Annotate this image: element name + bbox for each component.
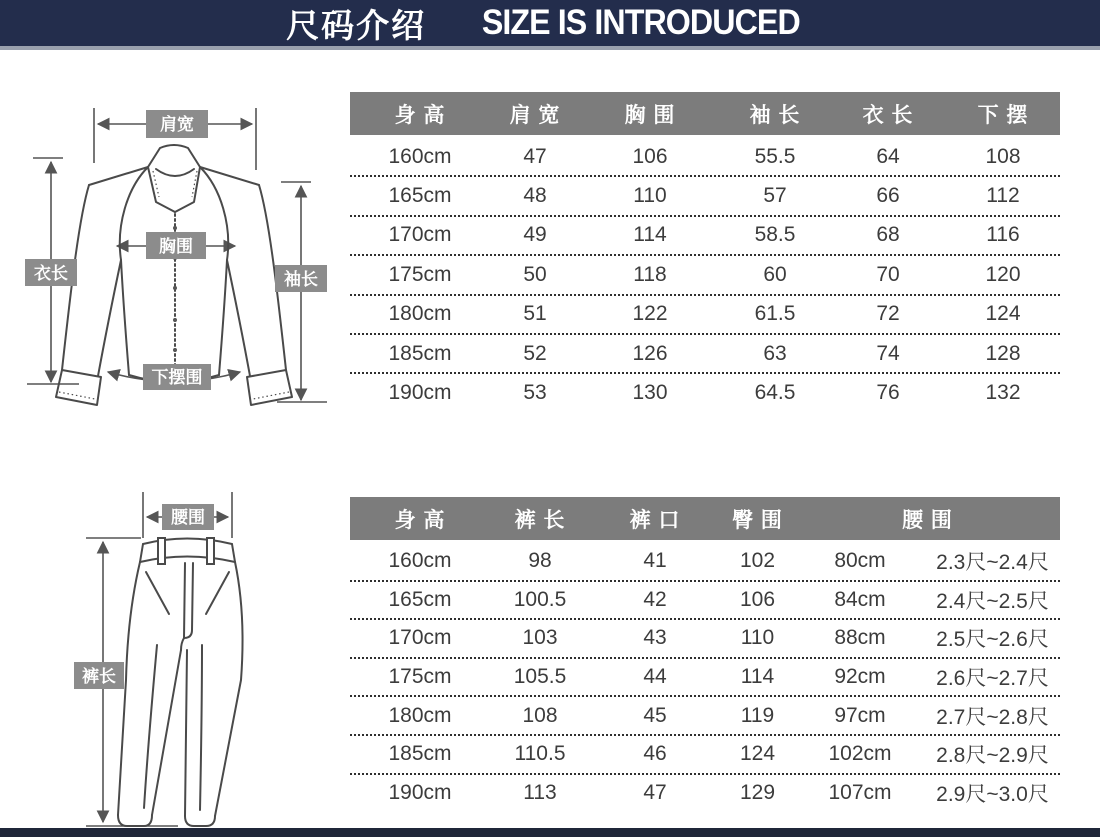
table-row — [350, 217, 1060, 256]
table-cell: 128 — [985, 341, 1021, 365]
table-cell: 64 — [876, 144, 900, 168]
table-cell: 84cm — [834, 587, 886, 611]
table-cell: 102 — [739, 549, 776, 573]
table-cell: 42 — [643, 587, 667, 611]
table-cell: 132 — [985, 381, 1021, 405]
pants-outline — [118, 538, 243, 826]
table-cell: 108 — [522, 703, 558, 727]
table-cell: 50 — [523, 262, 547, 286]
table-row — [350, 582, 1060, 621]
table-cell: 66 — [876, 184, 900, 208]
table-row — [350, 736, 1060, 775]
table-cell: 97cm — [834, 703, 886, 727]
table-cell: 2.6尺~2.7尺 — [936, 667, 1049, 691]
table-cell: 70 — [876, 262, 900, 286]
table-cell: 130 — [632, 381, 668, 405]
table-cell: 57 — [763, 184, 787, 208]
table-cell: 100.5 — [513, 587, 567, 611]
table-cell: 51 — [523, 302, 547, 326]
table-row — [350, 775, 1060, 812]
shirt-drawing — [8, 88, 330, 428]
table-row — [350, 256, 1060, 295]
header-cell: 身 高 — [394, 508, 446, 532]
table-row — [350, 374, 1060, 411]
pants-size-table — [350, 497, 1060, 811]
header-cell: 臀 围 — [732, 508, 783, 532]
hem-label: 下摆围 — [151, 368, 203, 387]
table-cell: 180cm — [388, 703, 452, 727]
table-cell: 160cm — [388, 144, 452, 168]
table-cell: 47 — [523, 144, 547, 168]
shirt-table-body — [350, 138, 1060, 412]
table-cell: 185cm — [388, 742, 452, 766]
table-cell: 107cm — [828, 780, 892, 804]
header-cell: 下 摆 — [977, 103, 1029, 127]
table-cell: 55.5 — [754, 144, 796, 168]
table-cell: 2.9尺~3.0尺 — [936, 782, 1049, 806]
chest-label: 胸围 — [159, 237, 193, 256]
table-cell: 165cm — [388, 587, 452, 611]
header-cell: 裤 长 — [514, 508, 566, 532]
shoulder-width-label: 肩宽 — [160, 115, 194, 134]
table-cell: 114 — [633, 223, 667, 247]
table-cell: 72 — [876, 302, 900, 326]
table-cell: 126 — [632, 341, 668, 365]
table-cell: 120 — [985, 262, 1021, 286]
table-cell: 124 — [739, 742, 776, 766]
table-cell: 2.8尺~2.9尺 — [936, 744, 1049, 768]
shirt-measurement-diagram — [8, 88, 330, 433]
table-cell: 43 — [643, 626, 667, 650]
table-cell: 114 — [740, 665, 775, 689]
pants-measurement-diagram — [10, 480, 330, 837]
table-row — [350, 543, 1060, 582]
table-cell: 113 — [523, 780, 557, 804]
pants-table-body — [350, 543, 1060, 811]
pants-table-header — [350, 497, 1060, 540]
pants-drawing — [10, 480, 330, 832]
header-cell: 胸 围 — [624, 103, 676, 127]
table-cell: 175cm — [388, 262, 452, 286]
header-cell: 腰 围 — [902, 508, 953, 532]
table-cell: 53 — [523, 381, 547, 405]
table-cell: 41 — [643, 549, 667, 573]
table-cell: 180cm — [388, 302, 452, 326]
table-cell: 2.4尺~2.5尺 — [936, 589, 1049, 613]
table-cell: 106 — [632, 144, 668, 168]
table-cell: 110.5 — [514, 742, 566, 766]
header-cell: 裤 口 — [629, 508, 681, 532]
table-cell: 76 — [876, 381, 900, 405]
table-cell: 2.3尺~2.4尺 — [936, 551, 1049, 575]
table-cell: 49 — [523, 223, 547, 247]
table-cell: 165cm — [388, 184, 452, 208]
header-cell: 衣 长 — [862, 103, 914, 127]
table-cell: 46 — [643, 742, 667, 766]
table-cell: 106 — [739, 587, 776, 611]
table-cell: 185cm — [388, 341, 452, 365]
garment-length-label: 衣长 — [34, 264, 68, 283]
table-cell: 105.5 — [513, 665, 567, 689]
table-row — [350, 138, 1060, 177]
table-cell: 44 — [643, 665, 667, 689]
page-banner — [0, 0, 1100, 50]
table-cell: 63 — [763, 341, 787, 365]
table-cell: 80cm — [834, 549, 886, 573]
table-cell: 92cm — [834, 665, 886, 689]
table-cell: 2.5尺~2.6尺 — [936, 628, 1049, 652]
table-cell: 110 — [740, 626, 775, 650]
bottom-section-divider — [0, 828, 1100, 837]
pants-length-label: 裤长 — [82, 667, 116, 686]
table-cell: 170cm — [388, 223, 452, 247]
table-cell: 45 — [643, 703, 667, 727]
table-cell: 116 — [986, 223, 1020, 247]
table-cell: 64.5 — [754, 381, 796, 405]
table-row — [350, 177, 1060, 216]
table-cell: 61.5 — [754, 302, 796, 326]
table-cell: 119 — [740, 703, 775, 727]
table-row — [350, 620, 1060, 659]
banner-title-en: SIZE IS INTRODUCED — [481, 3, 800, 42]
table-cell: 108 — [985, 144, 1021, 168]
table-cell: 60 — [763, 262, 787, 286]
header-cell: 肩 宽 — [509, 103, 561, 127]
header-cell: 身 高 — [394, 103, 446, 127]
table-cell: 118 — [633, 262, 667, 286]
table-cell: 190cm — [388, 780, 452, 804]
table-cell: 98 — [528, 549, 552, 573]
banner-title-zh: 尺码介绍 — [286, 6, 427, 44]
table-cell: 58.5 — [754, 223, 796, 247]
table-cell: 47 — [643, 780, 667, 804]
table-cell: 190cm — [388, 381, 452, 405]
table-cell: 88cm — [834, 626, 886, 650]
table-cell: 48 — [523, 184, 547, 208]
table-row — [350, 697, 1060, 736]
table-cell: 74 — [876, 341, 900, 365]
table-cell: 52 — [523, 341, 547, 365]
table-cell: 170cm — [388, 626, 452, 650]
table-cell: 112 — [986, 184, 1020, 208]
header-cell: 袖 长 — [749, 103, 801, 127]
table-row — [350, 659, 1060, 698]
table-cell: 2.7尺~2.8尺 — [936, 705, 1049, 729]
table-cell: 122 — [632, 302, 668, 326]
table-cell: 124 — [985, 302, 1021, 326]
table-cell: 103 — [522, 626, 558, 650]
table-cell: 110 — [633, 184, 667, 208]
shirt-table-header — [350, 92, 1060, 135]
sleeve-length-label: 袖长 — [284, 270, 318, 289]
table-row — [350, 296, 1060, 335]
table-row — [350, 335, 1060, 374]
table-cell: 102cm — [828, 742, 892, 766]
table-cell: 175cm — [388, 665, 452, 689]
shirt-size-table — [350, 92, 1060, 412]
waist-label: 腰围 — [171, 508, 205, 527]
table-cell: 68 — [876, 223, 900, 247]
table-cell: 160cm — [388, 549, 452, 573]
table-cell: 129 — [739, 780, 776, 804]
